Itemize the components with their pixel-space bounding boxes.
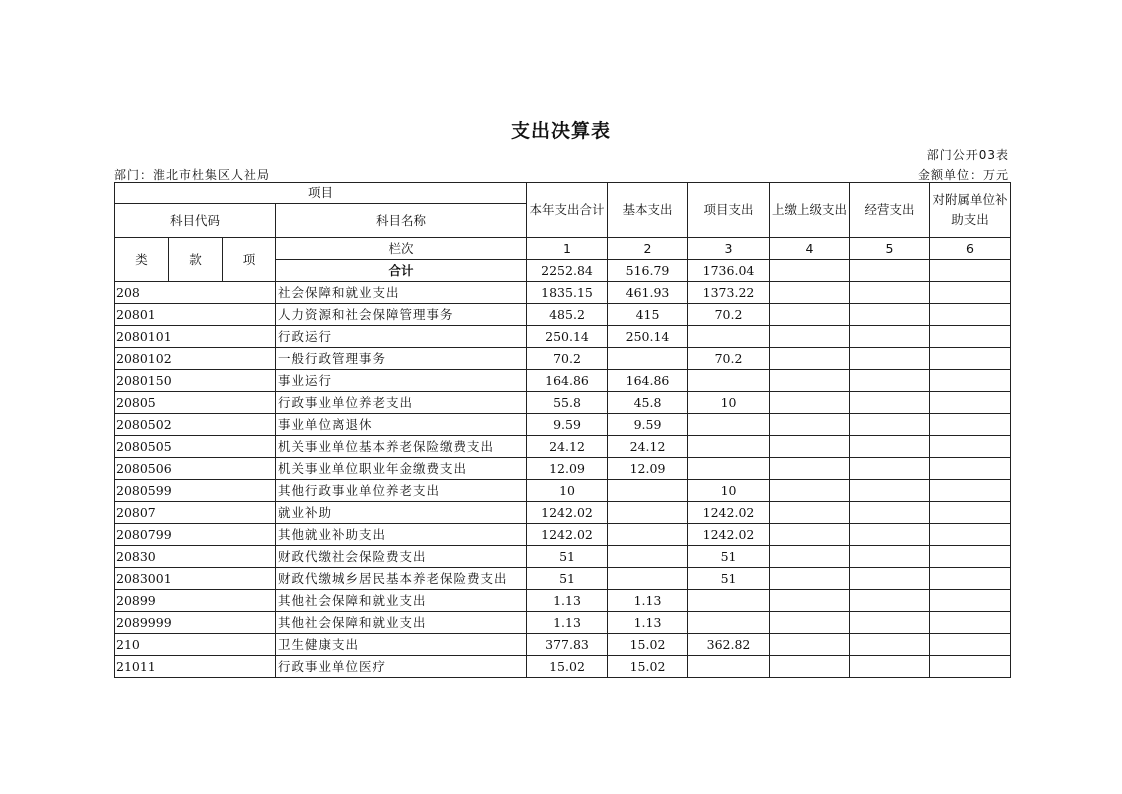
col4-cell	[770, 392, 850, 414]
subject-code-cell: 2080505	[115, 436, 276, 458]
subject-name-cell: 事业运行	[276, 370, 527, 392]
header-col3: 项目支出	[688, 183, 770, 238]
col3-cell: 1242.02	[688, 502, 770, 524]
header-item: 项目	[115, 183, 527, 204]
table-row	[115, 414, 1011, 436]
col6-cell	[930, 590, 1011, 612]
col1-cell: 164.86	[527, 370, 608, 392]
col2-cell	[608, 348, 688, 370]
header-col6: 对附属单位补助支出	[930, 183, 1011, 238]
table-row	[115, 524, 1011, 546]
col2-cell	[608, 480, 688, 502]
col6-cell	[930, 414, 1011, 436]
subject-name-cell: 其他就业补助支出	[276, 524, 527, 546]
col5-cell	[850, 282, 930, 304]
col2-cell	[608, 546, 688, 568]
col6-cell	[930, 326, 1011, 348]
header-lei: 类	[115, 238, 169, 282]
table-row	[115, 282, 1011, 304]
total-col1: 2252.84	[527, 260, 608, 282]
col1-cell: 485.2	[527, 304, 608, 326]
subject-code-cell: 20899	[115, 590, 276, 612]
subject-code-cell: 2083001	[115, 568, 276, 590]
col-number-6: 6	[930, 238, 1011, 260]
col3-cell	[688, 436, 770, 458]
col5-cell	[850, 634, 930, 656]
col1-cell: 70.2	[527, 348, 608, 370]
subject-code-cell: 21011	[115, 656, 276, 678]
header-col2: 基本支出	[608, 183, 688, 238]
col-number-2: 2	[608, 238, 688, 260]
col5-cell	[850, 458, 930, 480]
col5-cell	[850, 348, 930, 370]
header-col4: 上缴上级支出	[770, 183, 850, 238]
col3-cell: 1373.22	[688, 282, 770, 304]
col6-cell	[930, 546, 1011, 568]
col3-cell: 70.2	[688, 348, 770, 370]
subject-name-cell: 财政代缴社会保险费支出	[276, 546, 527, 568]
col6-cell	[930, 370, 1011, 392]
col4-cell	[770, 524, 850, 546]
col1-cell: 1242.02	[527, 502, 608, 524]
col4-cell	[770, 634, 850, 656]
total-col4	[770, 260, 850, 282]
header-xiang: 项	[223, 238, 276, 282]
col5-cell	[850, 590, 930, 612]
subject-code-cell: 2080502	[115, 414, 276, 436]
col2-cell: 15.02	[608, 634, 688, 656]
col-number-4: 4	[770, 238, 850, 260]
table-row	[115, 656, 1011, 678]
subject-code-cell: 2080599	[115, 480, 276, 502]
subject-code-cell: 210	[115, 634, 276, 656]
subject-code-cell: 2080150	[115, 370, 276, 392]
col2-cell: 24.12	[608, 436, 688, 458]
col3-cell: 1242.02	[688, 524, 770, 546]
subject-name-cell: 机关事业单位职业年金缴费支出	[276, 458, 527, 480]
col3-cell	[688, 656, 770, 678]
subject-name-cell: 社会保障和就业支出	[276, 282, 527, 304]
col5-cell	[850, 480, 930, 502]
col3-cell	[688, 326, 770, 348]
header-kuan: 款	[169, 238, 223, 282]
col2-cell: 45.8	[608, 392, 688, 414]
header-column-order: 栏次	[276, 238, 527, 260]
col6-cell	[930, 524, 1011, 546]
col3-cell	[688, 370, 770, 392]
col1-cell: 250.14	[527, 326, 608, 348]
col5-cell	[850, 392, 930, 414]
col1-cell: 10	[527, 480, 608, 502]
col4-cell	[770, 348, 850, 370]
col1-cell: 1242.02	[527, 524, 608, 546]
col3-cell: 51	[688, 546, 770, 568]
col1-cell: 1.13	[527, 612, 608, 634]
col3-cell: 10	[688, 480, 770, 502]
col1-cell: 9.59	[527, 414, 608, 436]
col6-cell	[930, 634, 1011, 656]
col5-cell	[850, 370, 930, 392]
col5-cell	[850, 414, 930, 436]
col5-cell	[850, 436, 930, 458]
col6-cell	[930, 656, 1011, 678]
col1-cell: 12.09	[527, 458, 608, 480]
subject-name-cell: 其他社会保障和就业支出	[276, 612, 527, 634]
col1-cell: 1.13	[527, 590, 608, 612]
col2-cell: 12.09	[608, 458, 688, 480]
col2-cell: 9.59	[608, 414, 688, 436]
subject-code-cell: 2089999	[115, 612, 276, 634]
page-title: 支出决算表	[510, 120, 611, 142]
col5-cell	[850, 524, 930, 546]
header-subject-name: 科目名称	[276, 204, 527, 238]
col3-cell	[688, 612, 770, 634]
table-row	[115, 348, 1011, 370]
col6-cell	[930, 568, 1011, 590]
col2-cell	[608, 502, 688, 524]
subject-name-cell: 其他社会保障和就业支出	[276, 590, 527, 612]
total-col3: 1736.04	[688, 260, 770, 282]
header-col1: 本年支出合计	[527, 183, 608, 238]
total-col5	[850, 260, 930, 282]
col3-cell: 70.2	[688, 304, 770, 326]
col4-cell	[770, 612, 850, 634]
col2-cell: 250.14	[608, 326, 688, 348]
table-row	[115, 480, 1011, 502]
col-number-1: 1	[527, 238, 608, 260]
col4-cell	[770, 458, 850, 480]
form-number: 部门公开03表	[926, 148, 1009, 162]
subject-name-cell: 人力资源和社会保障管理事务	[276, 304, 527, 326]
subject-name-cell: 一般行政管理事务	[276, 348, 527, 370]
col4-cell	[770, 590, 850, 612]
col4-cell	[770, 568, 850, 590]
col-number-5: 5	[850, 238, 930, 260]
col4-cell	[770, 414, 850, 436]
col4-cell	[770, 282, 850, 304]
col5-cell	[850, 546, 930, 568]
col5-cell	[850, 612, 930, 634]
table-row	[115, 436, 1011, 458]
col2-cell: 1.13	[608, 590, 688, 612]
subject-code-cell: 2080101	[115, 326, 276, 348]
subject-name-cell: 行政事业单位养老支出	[276, 392, 527, 414]
table-row	[115, 326, 1011, 348]
col4-cell	[770, 502, 850, 524]
subject-code-cell: 2080102	[115, 348, 276, 370]
col6-cell	[930, 392, 1011, 414]
subject-code-cell: 20807	[115, 502, 276, 524]
header-subject-code: 科目代码	[115, 204, 276, 238]
col6-cell	[930, 480, 1011, 502]
col4-cell	[770, 436, 850, 458]
col2-cell: 15.02	[608, 656, 688, 678]
col2-cell	[608, 568, 688, 590]
subject-name-cell: 其他行政事业单位养老支出	[276, 480, 527, 502]
col3-cell	[688, 458, 770, 480]
col1-cell: 51	[527, 568, 608, 590]
table-row	[115, 304, 1011, 326]
col1-cell: 15.02	[527, 656, 608, 678]
table-row	[115, 590, 1011, 612]
col6-cell	[930, 458, 1011, 480]
subject-code-cell: 2080506	[115, 458, 276, 480]
expenditure-table	[114, 182, 1011, 678]
col6-cell	[930, 436, 1011, 458]
col1-cell: 1835.15	[527, 282, 608, 304]
subject-code-cell: 2080799	[115, 524, 276, 546]
col4-cell	[770, 326, 850, 348]
col5-cell	[850, 502, 930, 524]
col6-cell	[930, 612, 1011, 634]
col6-cell	[930, 282, 1011, 304]
col-number-3: 3	[688, 238, 770, 260]
col6-cell	[930, 502, 1011, 524]
total-col2: 516.79	[608, 260, 688, 282]
unit-label: 金额单位：万元	[917, 168, 1009, 182]
col5-cell	[850, 304, 930, 326]
department-label: 部门：淮北市杜集区人社局	[114, 168, 271, 182]
subject-code-cell: 20801	[115, 304, 276, 326]
table-row	[115, 612, 1011, 634]
col1-cell: 55.8	[527, 392, 608, 414]
subject-name-cell: 就业补助	[276, 502, 527, 524]
col6-cell	[930, 304, 1011, 326]
col6-cell	[930, 348, 1011, 370]
col2-cell: 415	[608, 304, 688, 326]
col2-cell	[608, 524, 688, 546]
table-row	[115, 458, 1011, 480]
col3-cell: 51	[688, 568, 770, 590]
col2-cell: 461.93	[608, 282, 688, 304]
col5-cell	[850, 568, 930, 590]
col1-cell: 24.12	[527, 436, 608, 458]
col5-cell	[850, 656, 930, 678]
col3-cell: 362.82	[688, 634, 770, 656]
subject-name-cell: 财政代缴城乡居民基本养老保险费支出	[276, 568, 527, 590]
subject-name-cell: 行政运行	[276, 326, 527, 348]
col1-cell: 377.83	[527, 634, 608, 656]
table-row	[115, 502, 1011, 524]
col2-cell: 1.13	[608, 612, 688, 634]
col5-cell	[850, 326, 930, 348]
header-col5: 经营支出	[850, 183, 930, 238]
subject-name-cell: 卫生健康支出	[276, 634, 527, 656]
col3-cell	[688, 414, 770, 436]
table-row	[115, 546, 1011, 568]
table-row	[115, 634, 1011, 656]
subject-name-cell: 行政事业单位医疗	[276, 656, 527, 678]
col4-cell	[770, 546, 850, 568]
subject-code-cell: 20805	[115, 392, 276, 414]
table-row	[115, 392, 1011, 414]
subject-name-cell: 机关事业单位基本养老保险缴费支出	[276, 436, 527, 458]
subject-name-cell: 事业单位离退休	[276, 414, 527, 436]
col3-cell: 10	[688, 392, 770, 414]
col4-cell	[770, 370, 850, 392]
subject-code-cell: 208	[115, 282, 276, 304]
subject-code-cell: 20830	[115, 546, 276, 568]
col3-cell	[688, 590, 770, 612]
total-label: 合计	[276, 260, 527, 282]
table-row	[115, 568, 1011, 590]
col2-cell: 164.86	[608, 370, 688, 392]
col4-cell	[770, 304, 850, 326]
table-row	[115, 370, 1011, 392]
col4-cell	[770, 480, 850, 502]
col1-cell: 51	[527, 546, 608, 568]
col4-cell	[770, 656, 850, 678]
total-col6	[930, 260, 1011, 282]
